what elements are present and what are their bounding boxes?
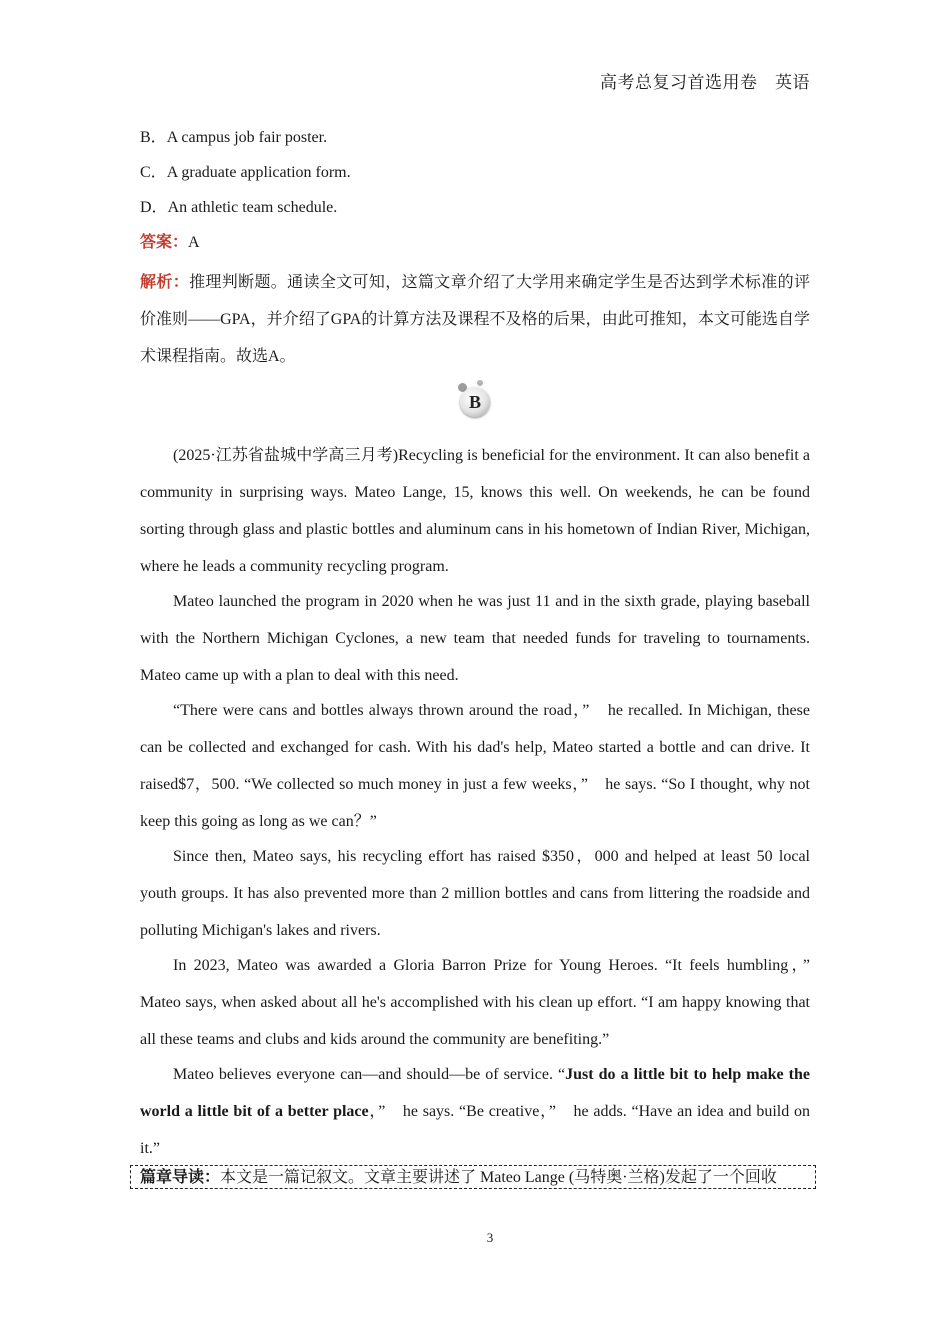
answer-line: [140, 229, 810, 264]
reading-passage: [140, 437, 827, 1167]
page-header: 高考总复习首选用卷 英语: [600, 73, 810, 92]
paragraph-text: ，” he says. “Be creative，” he adds. “Have an idea and build on it.”: [140, 1103, 810, 1157]
passage-paragraph: [140, 437, 810, 585]
paragraph-text: Mateo believes everyone can—and should—be of service. “: [173, 1066, 566, 1083]
bold-sentence: Just do a little bit to help make the world a little bit of a better place: [140, 1066, 810, 1120]
paragraph-text: Mateo launched the program in 2020 when he was just 11 and in the sixth grade, playing baseball with the Northern Michigan Cyclones, a new team that needed funds for traveling to tournaments. Mateo came up with a plan to deal with this need.: [140, 593, 810, 684]
option-b: B．A campus job fair poster.: [140, 129, 328, 146]
answer-label: 答案：: [140, 234, 189, 251]
summary-label: 篇章导读：: [140, 1169, 221, 1186]
option-d: D．An athletic team schedule.: [140, 199, 338, 216]
badge-decoration-icon: [477, 380, 483, 386]
passage-paragraph: [140, 838, 810, 949]
summary-text: 本文是一篇记叙文。文章主要讲述了 Mateo Lange (马特奥·兰格)发起了一个回收: [220, 1169, 777, 1186]
answer-value: A: [188, 234, 200, 251]
paragraph-text: (2025·江苏省盐城中学高三月考)Recycling is beneficial for the environment. It can also benefit a community in surprising ways. Mateo Lange, 15, knows this well. On weekends, he can be found sorting through glass and plastic bottles and aluminum cans in his hometown of Indian River, Michigan, where he leads a community recycling program.: [140, 447, 810, 575]
analysis-label: 解析：: [140, 274, 190, 291]
paragraph-text: “There were cans and bottles always thrown around the road，” he recalled. In Michigan, these can be collected and exchanged for cash. With his dad's help, Mateo started a bottle and can drive. It raised$7，500. “We collected so much money in just a few weeks，” he says. “So I thought, why not keep this going as long as we can？”: [140, 702, 810, 830]
page-number: 3: [486, 1230, 494, 1245]
analysis-text: 推理判断题。通读全文可知，这篇文章介绍了大学用来确定学生是否达到学术标准的评价准则——GPA，并介绍了GPA的计算方法及课程不及格的后果，由此可推知，本文可能选自学术课程指南。故选A。: [140, 274, 810, 365]
paragraph-text: In 2023, Mateo was awarded a Gloria Barron Prize for Young Heroes. “It feels humbling，” Mateo says, when asked about all he's accomplished with his clean up effort. “I am happy knowing that all these teams and clubs and kids around the community are benefiting.”: [140, 957, 827, 1048]
passage-paragraph: [140, 692, 810, 840]
section-letter-badge: B: [460, 387, 490, 417]
passage-paragraph: [140, 583, 810, 694]
paragraph-text: Since then, Mateo says, his recycling effort has raised $350，000 and helped at least 50 local youth groups. It has also prevented more than 2 million bottles and cans from littering the roadside and polluting Michigan's lakes and rivers.: [140, 848, 810, 939]
analysis-block: [140, 264, 810, 375]
option-c: C．A graduate application form.: [140, 164, 351, 181]
page-content: [140, 124, 827, 1165]
passage-paragraph: [140, 947, 827, 1058]
section-marker: [140, 375, 810, 437]
chapter-summary-box: [130, 1165, 816, 1189]
passage-paragraph: [140, 1056, 810, 1167]
